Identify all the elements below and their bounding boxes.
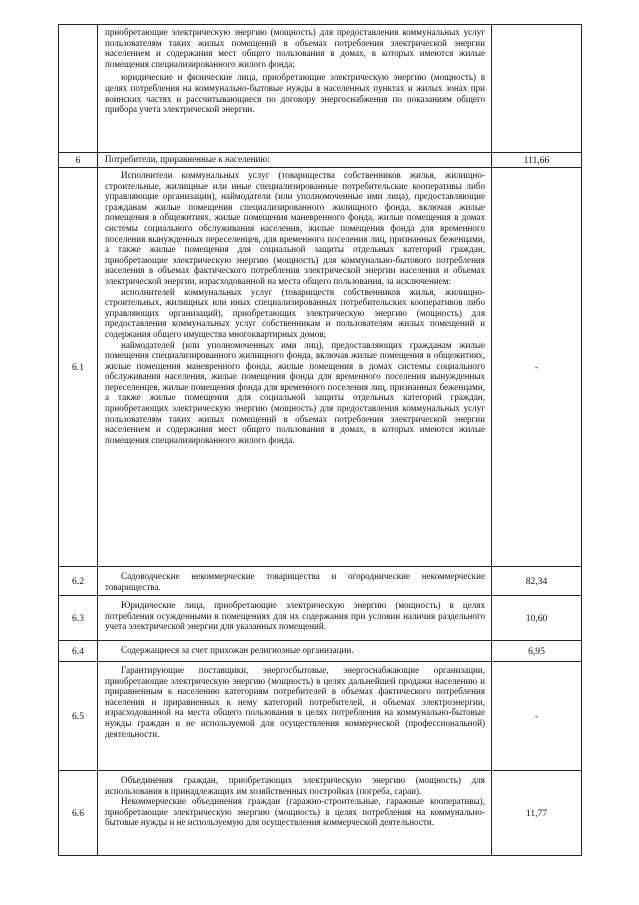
description-paragraph: наймодателей (или уполномоченных ими лиц), предоставляющих гражданам жилые помещения специализированного жилищного фонда, включая жилые помещения в общежитиях, жилые помещения маневренного фонда, жилые помещения в домах системы социального обслуживания населения, жилые помещения фонда для временного поселения вынужденных переселенцев, жилые помещения фонда для временного поселения лиц, признанных беженцами, а также жилые помещения для социальной защиты отдельных категорий граждан, приобретающих электрическую энергию (мощность) для предоставления коммунальных услуг пользователям таких жилых помещений в объемах потребления электрической энергии населением и содержания мест общего пользования в домах, в которых имеются жилые помещения специализированного жилого фонда. [105, 339, 485, 445]
row-value: 11,77 [525, 807, 548, 819]
row-value: 10,60 [525, 612, 548, 624]
description-paragraph: Некоммерческие объединения граждан (гаражно-строительные, гаражные кооперативы), приобретающие электрическую энергию (мощность) в целях потребления на коммунально-бытовые нужды и не используемую для осуществления коммерческой деятельности. [105, 796, 485, 828]
row-value: 6,95 [528, 645, 545, 657]
row-number [59, 25, 98, 152]
table-row [59, 641, 581, 662]
description-paragraph: приобретающие электрическую энергию (мощность) для предоставления коммунальных услуг пользователям таких жилых помещений в объемах потребления электрической энергии населением и содержания мест общего пользования в домах, в которых имеются жилые помещения специализированного жилого фонда; [105, 27, 485, 69]
tariff-table [58, 24, 582, 856]
description-paragraph: Потребители, приравненные к населению: [105, 154, 270, 164]
row-number: 6.4 [59, 641, 98, 661]
row-description [98, 168, 492, 566]
table-row [59, 168, 581, 567]
description-paragraph: Садоводческие некоммерческие товарищества и огороднические некоммерческие товарищества. [105, 571, 485, 592]
table-row [59, 153, 581, 168]
row-description [98, 771, 492, 855]
row-number: 6.1 [59, 168, 98, 566]
row-value: - [534, 361, 539, 373]
row-value: - [534, 710, 539, 722]
row-description [98, 596, 492, 640]
row-description [98, 25, 492, 152]
table-row [59, 771, 581, 856]
row-value: 82,34 [525, 575, 548, 587]
description-paragraph: исполнителей коммунальных услуг (товариществ собственников жилья, жилищно-строительных, жилищных или иных специализированных потребительских кооперативов либо управляющих организаций), приобретающих электрическую энергию (мощность) для предоставления коммунальных услуг собственникам и пользователям жилых помещений и содержания общего имущества многоквартирных домов; [105, 286, 485, 339]
description-paragraph: Гарантирующие поставщики, энергосбытовые, энергоснабжающие организации, приобретающие электрическую энергию (мощность) в целях дальнейшей продажи населению и приравненным к населению категориям потребителей в объемах фактического потребления населения и приравненных к нему категорий потребителей, и объемах электроэнергии, израсходованной на места общего пользования в целях потребления на коммунально-бытовые нужды граждан и не используемой для осуществления коммерческой (профессиональной) деятельности. [105, 665, 485, 739]
description-paragraph: юридические и физические лица, приобретающие электрическую энергию (мощность) в целях потребления на коммунально-бытовые нужды в населенных пунктах и жилых зонах при воинских частях и рассчитывающиеся по договору энергоснабжения по показаниям общего прибора учета электрической энергии. [105, 72, 485, 115]
row-description [98, 153, 492, 167]
table-row [59, 596, 581, 641]
row-number: 6.2 [59, 567, 98, 595]
row-description [98, 641, 492, 661]
row-number: 6.5 [59, 662, 98, 770]
row-number: 6.6 [59, 771, 98, 855]
row-number: 6 [59, 153, 98, 167]
table-row [59, 25, 581, 153]
description-paragraph: Содержащиеся за счет прихожан религиозные организации. [121, 645, 354, 655]
description-paragraph: Объединения граждан, приобретающих электрическую энергию (мощность) для использования в принадлежащих им хозяйственных постройках (погреба, сараи). [105, 775, 485, 796]
description-paragraph: Исполнители коммунальных услуг (товарищества собственников жилья, жилищно-строительные, жилищные или иные специализированные потребительские кооперативы либо управляющие организации), наймодатели (или уполномоченные ими лица), предоставляющие гражданам жилые помещения специализированного жилищного фонда, включая жилые помещения в общежитиях, жилые помещения маневренного фонда, жилые помещения в домах системы социального обслуживания населения, жилые помещения фонда для временного поселения вынужденных переселенцев, для временного поселения лиц, признанных беженцами, а также жилые помещения для социальной защиты отдельных категорий граждан, приобретающие электрическую энергию (мощность) для коммунально-бытового потребления населения в объемах фактического потребления электрической энергии населения и объемах электрической энергии, израсходованной на места общего пользования, за исключением: [105, 170, 485, 286]
description-paragraph: Юридические лица, приобретающие электрическую энергию (мощность) в целях потребления осужденными в помещениях для их содержания при условии наличия раздельного учета электрической энергии для указанных помещений. [105, 600, 485, 632]
table-row [59, 662, 581, 771]
row-number: 6.3 [59, 596, 98, 640]
row-description [98, 662, 492, 770]
table-row [59, 567, 581, 596]
row-value [492, 25, 581, 152]
row-value: 111,66 [523, 154, 550, 166]
row-description [98, 567, 492, 595]
